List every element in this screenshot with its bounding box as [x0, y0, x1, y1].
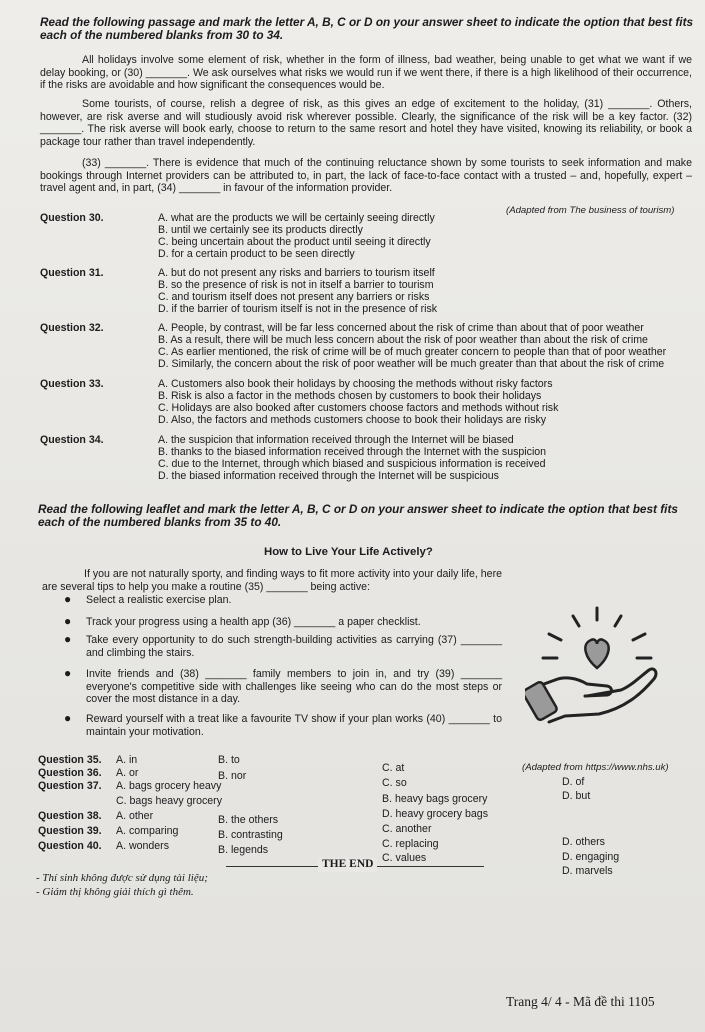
- question-label: Question 32.: [40, 322, 104, 334]
- option-c[interactable]: C. at: [382, 762, 405, 774]
- question-37-label: Question 37.: [38, 780, 102, 792]
- option-d[interactable]: D. others: [562, 836, 605, 848]
- option-c[interactable]: C. due to the Internet, through which biased and suspicious information is received: [158, 458, 546, 470]
- question-39-label: Question 39.: [38, 825, 102, 837]
- option-b[interactable]: B. heavy bags grocery: [382, 793, 488, 805]
- option-c[interactable]: C. As earlier mentioned, the risk of crime will be of much greater concern to people than that of poor weather: [158, 346, 667, 358]
- option-a[interactable]: A. wonders: [116, 840, 169, 852]
- leaflet-intro: If you are not naturally sporty, and finding ways to fit more activity into your daily life, here are several tips to help you make a routine (35) _______ being active:: [42, 568, 502, 593]
- question-38-label: Question 38.: [38, 810, 102, 822]
- question-label: Question 30.: [40, 212, 104, 224]
- option-b[interactable]: B. legends: [218, 844, 269, 856]
- question-label: Question 34.: [40, 434, 104, 446]
- source-2: (Adapted from https://www.nhs.uk): [522, 762, 669, 773]
- option-a[interactable]: A. Customers also book their holidays by choosing the methods without risky factors: [158, 378, 553, 390]
- option-c[interactable]: C. and tourism itself does not present any barriers or risks: [158, 291, 430, 303]
- sleeve-icon: [525, 681, 558, 721]
- bullet-icon: ●: [64, 592, 72, 606]
- option-d[interactable]: D. engaging: [562, 851, 620, 863]
- question-35-label: Question 35.: [38, 754, 102, 766]
- bullet-icon: ●: [64, 632, 72, 646]
- question-30: [40, 212, 700, 260]
- hand-heart-illustration: [525, 604, 665, 724]
- option-a[interactable]: A. but do not present any risks and barriers to tourism itself: [158, 267, 435, 279]
- option-b[interactable]: B. to: [218, 754, 240, 766]
- question-32: [40, 322, 700, 370]
- instruction-2: Read the following leaflet and mark the letter A, B, C or D on your answer sheet to indicate the option that best fits each of the numbered blanks from 35 to 40.: [38, 502, 678, 530]
- option-d[interactable]: D. Similarly, the concern about the risk of poor weather will be much greater than that about the risk of crime: [158, 358, 665, 370]
- bullet-icon: ●: [64, 614, 72, 628]
- option-a[interactable]: A. People, by contrast, will be far less concerned about the risk of crime than about that of poor weather: [158, 322, 644, 334]
- option-b[interactable]: B. nor: [218, 770, 247, 782]
- option-d[interactable]: D. the biased information received through the Internet will be suspicious: [158, 470, 499, 482]
- option-b[interactable]: B. thanks to the biased information received through the Internet with the suspicion: [158, 446, 547, 458]
- option-c[interactable]: C. values: [382, 852, 427, 864]
- option-a[interactable]: A. what are the products we will be certainly seeing directly: [158, 212, 435, 224]
- the-end: THE END: [318, 858, 377, 872]
- tip-4: Invite friends and (38) _______ family members to join in, and try (39) _______ everyone's competitive side with challenges like seeing who can do the most steps or cover the most distance in a day.: [86, 668, 502, 705]
- option-b[interactable]: B. until we certainly see its products directly: [158, 224, 363, 236]
- question-33: [40, 378, 700, 426]
- question-label: Question 33.: [40, 378, 104, 390]
- option-a[interactable]: A. other: [116, 810, 154, 822]
- option-d[interactable]: D. but: [562, 790, 591, 802]
- instruction-1: Read the following passage and mark the letter A, B, C or D on your answer sheet to indicate the option that best fits each of the numbered blanks from 30 to 34.: [40, 15, 694, 43]
- option-a[interactable]: A. bags grocery heavy: [116, 780, 222, 792]
- question-40-label: Question 40.: [38, 840, 102, 852]
- option-a[interactable]: A. in: [116, 754, 138, 766]
- question-label: Question 31.: [40, 267, 104, 279]
- option-b[interactable]: B. contrasting: [218, 829, 283, 841]
- option-c[interactable]: C. bags heavy grocery: [116, 795, 222, 807]
- option-d[interactable]: D. marvels: [562, 865, 613, 877]
- leaflet-title: How to Live Your Life Actively?: [264, 546, 433, 558]
- option-c[interactable]: C. Holidays are also booked after customers choose factors and methods without risk: [158, 402, 559, 414]
- tip-1: Select a realistic exercise plan.: [86, 594, 232, 606]
- tip-2: Track your progress using a health app (36) _______ a paper checklist.: [86, 616, 421, 628]
- option-d[interactable]: D. Also, the factors and methods customers choose to book their holidays are risky: [158, 414, 547, 426]
- option-b[interactable]: B. Risk is also a factor in the methods chosen by customers to book their holidays: [158, 390, 542, 402]
- option-c[interactable]: C. being uncertain about the product until seeing it directly: [158, 236, 431, 248]
- option-a[interactable]: A. or: [116, 767, 139, 779]
- option-c[interactable]: C. so: [382, 777, 407, 789]
- passage-paragraph-1: All holidays involve some element of risk, whether in the form of illness, bad weather, being unable to get what we want if we delay booking, or (30) _______. We ask ourselves what risks we would run if we went there, if there is a high likelihood of their occurrence, if the risks are avoidable and how significant the consequences would be.: [40, 54, 692, 91]
- option-b[interactable]: B. As a result, there will be much less concern about the risk of poor weather than about the risk of crime: [158, 334, 648, 346]
- passage-paragraph-3: (33) _______. There is evidence that much of the continuing reluctance shown by some tourists to seek information and make bookings through Internet providers can be attributed to, in part, the lack of face-to-face contact with a trusted – and, hopefully, expert – travel agent and, in part, (34) _______ in favour of the information provider.: [40, 157, 692, 194]
- option-c[interactable]: C. another: [382, 823, 432, 835]
- heart-icon: [585, 639, 608, 668]
- tip-3: Take every opportunity to do such strength-building activities as carrying (37) _______ and climbing the stairs.: [86, 634, 502, 659]
- question-31: [40, 267, 700, 315]
- question-36-label: Question 36.: [38, 767, 102, 779]
- option-d[interactable]: D. if the barrier of tourism itself is not in the presence of risk: [158, 303, 438, 315]
- option-d[interactable]: D. for a certain product to be seen directly: [158, 248, 355, 260]
- bullet-icon: ●: [64, 711, 72, 725]
- passage-source: (Adapted from The business of tourism): [506, 205, 675, 216]
- option-c[interactable]: C. replacing: [382, 838, 439, 850]
- note-2: - Giám thị không giải thích gì thêm.: [36, 886, 194, 898]
- option-a[interactable]: A. comparing: [116, 825, 179, 837]
- option-d[interactable]: D. of: [562, 776, 585, 788]
- tip-5: Reward yourself with a treat like a favourite TV show if your plan works (40) _______ to maintain your motivation.: [86, 713, 502, 738]
- option-d[interactable]: D. heavy grocery bags: [382, 808, 488, 820]
- note-1: - Thí sinh không được sử dụng tài liệu;: [36, 872, 208, 884]
- question-34: [40, 434, 700, 482]
- bullet-icon: ●: [64, 666, 72, 680]
- option-b[interactable]: B. so the presence of risk is not in itself a barrier to tourism: [158, 279, 434, 291]
- option-a[interactable]: A. the suspicion that information received through the Internet will be biased: [158, 434, 514, 446]
- option-b[interactable]: B. the others: [218, 814, 279, 826]
- page-footer: Trang 4/ 4 - Mã đề thi 1105: [506, 994, 655, 1009]
- passage-paragraph-2: Some tourists, of course, relish a degree of risk, as this gives an edge of excitement to the holiday, (31) _______. Others, however, are risk averse and will studiously avoid risk wherever possible. Clearly, the significance of the risk will be a key factor. (32) _______. The risk averse will book early, choose to return to the same resort and hotel they have visited, knowing its reliability, or book a package tour rather than travel independently.: [40, 98, 692, 148]
